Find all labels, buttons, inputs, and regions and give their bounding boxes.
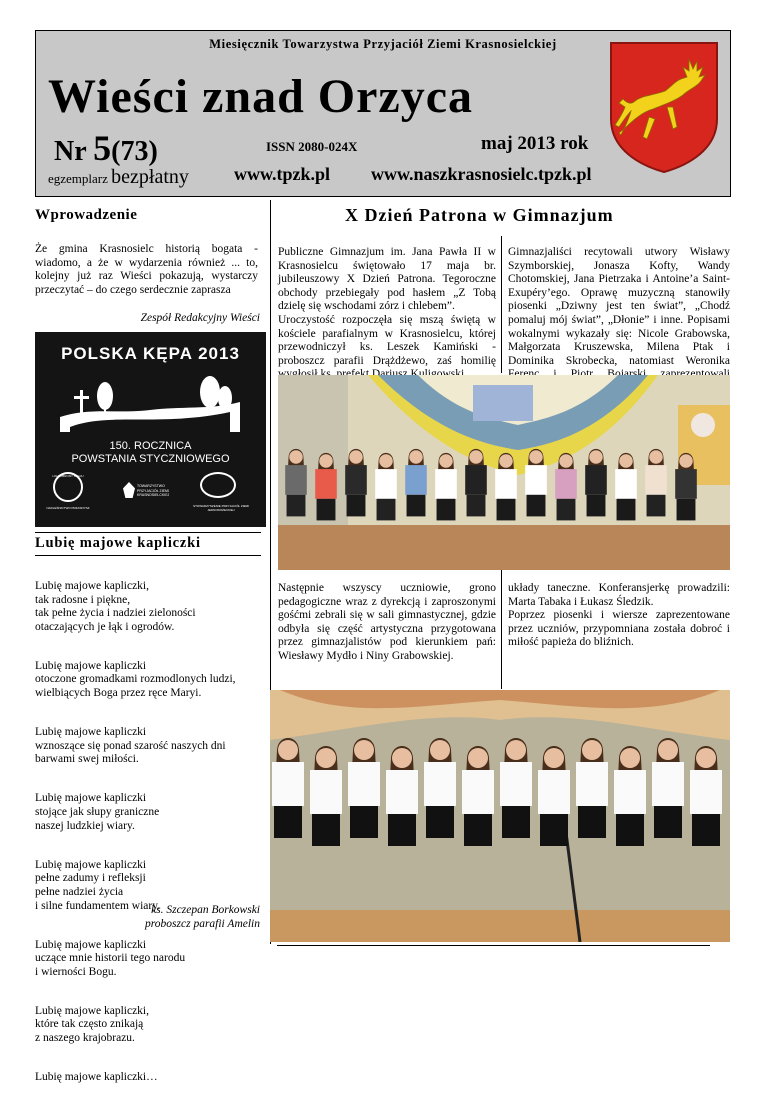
poster-title: POLSKA KĘPA 2013 <box>61 344 240 363</box>
poem-author: ks. Szczepan Borkowski <box>151 904 260 916</box>
article-text-col-3: Następnie wszyscy uczniowie, grono pedagogiczne wraz z dyrekcją i zaproszonymi gośćmi zebrali się w sali gimnastycznej, gdzie odbyła się część artystyczna przygotowana przez gimnazjalistów pod kierunkiem pań: Wiesławy Mydło i Niny Grabowskiej. <box>278 582 496 662</box>
poem-title: Lubię majowe kapliczki <box>35 535 201 551</box>
coat-of-arms-crest-icon <box>609 41 719 174</box>
patron-day-group-photo <box>278 375 730 570</box>
poem-top-divider <box>35 532 261 533</box>
intro-signature: Zespół Redakcyjny Wieści <box>140 312 260 324</box>
website-link-2[interactable]: www.naszkrasnosielc.tpzk.pl <box>371 164 592 184</box>
article-title: X Dzień Patrona w Gimnazjum <box>345 205 614 225</box>
copy-label: egzemplarz <box>48 171 108 186</box>
poem-stanza: Lubię majowe kapliczki uczące mnie historii tego narodu i wierności Bogu. <box>35 938 186 978</box>
issue-main-number: 5 <box>93 128 112 168</box>
copy-price <box>48 166 189 189</box>
poster-line-1: 150. ROCZNICA <box>109 440 192 452</box>
intro-heading: Wprowadzenie <box>35 207 138 223</box>
article-text-col-4: układy taneczne. Konferansjerkę prowadzili: Marta Tabaka i Łukasz Śledzik. Poprzez piosenki i wiersze zaprezentowane przez uczniów, przypomniana została dobroć i miłość papieża do bliźnich. <box>508 582 730 649</box>
website-link-1[interactable]: www.tpzk.pl <box>234 164 331 184</box>
poem-author-role: proboszcz parafii Amelin <box>144 918 260 930</box>
logo-2-text: TOWARZYSTWO PRZYJACIÓŁ ZIEMI KRASNOSIELCKIEJ <box>137 484 170 497</box>
poem-stanza: Lubię majowe kapliczki stojące jak słupy graniczne naszej ludzkiej wiary. <box>35 792 160 832</box>
copy-value: bezpłatny <box>111 166 189 188</box>
students-singing-photo <box>270 690 730 942</box>
association-name: Miesięcznik Towarzystwa Przyjaciół Ziemi Krasnosielckiej <box>209 37 557 51</box>
article-text-col-2: Gimnazjaliści recytowali utwory Wisławy Szymborskiej, Jonasza Kofty, Wandy Chotomskiej, Jana Pietrzaka i Antoine’a Saint-Exupéry’ego. Oprawę muzyczną stanowiły piosenki „Dziwny jest ten świat”, „Chodź pomaluj mój świat”, „Dłonie” i inne. Popisami wokalnymi wykazały się: Nicole Grabowska, Małgorzata Kruszewska, Milena Ptak i Dominika Skrobecka, natomiast Weronika <box>508 246 730 367</box>
poem-body <box>35 562 265 1110</box>
logo-3-text: STOWARZYSZENIE PRZYJACIÓŁ ZIEMI JEDNOROŻECKIEJ <box>193 504 249 512</box>
singing-photo-illustration <box>270 690 730 942</box>
logo-1-bottom: NADLEŚNICTWO PRZASNYSZ <box>46 506 90 510</box>
issue-date: maj 2013 rok <box>481 133 589 154</box>
issue-total-number: (73) <box>111 136 158 167</box>
poem-stanza: Lubię majowe kapliczki wznoszące się ponad szarość naszych dni barwami swej miłości. <box>35 726 226 766</box>
spzj-logo-icon <box>200 472 236 498</box>
poster-line-2: POWSTANIA STYCZNIOWEGO <box>71 453 230 465</box>
poem-stanza: Lubię majowe kapliczki, tak radosne i piękne, tak pełne życia i nadziei zieloności otaczających je łąk i ogrodów. <box>35 580 196 633</box>
poem-title-divider <box>35 555 261 556</box>
issn: ISSN 2080-024X <box>266 139 358 154</box>
intro-text: Że gmina Krasnosielc historią bogata - wiadomo, a że w wydarzenia również ... to, kolejny już raz Wieści pokazują, wystarczy przeczytać – do czego serdecznie zaprasza <box>35 243 258 296</box>
column-divider-top <box>501 236 502 373</box>
bottom-rule <box>277 945 710 946</box>
poem-stanza: Lubię majowe kapliczki… <box>35 1071 158 1084</box>
polska-kepa-poster <box>35 332 266 527</box>
article-text-col-1: Publiczne Gimnazjum im. Jana Pawła II w Krasnosielcu świętowało 17 maja br. jubileuszowy X Dzień Patrona. Tegoroczne obchody przebiegały pod hasłem „Z Tobą dzielę się wschodami zórz i chlebem”. Uroczystość rozpoczęła się mszą świętą w kościele parafialnym w Krasnosielcu, której przewodniczył ks. Leszek Kamiński - proboszcz parafii Drążdżewo, zaś homilię <box>278 246 496 367</box>
poem-stanza: Lubię majowe kapliczki otoczone gromadkami rozmodlonych ludzi, wielbiących Boga przez ręce Maryi. <box>35 659 236 700</box>
column-divider-middle <box>501 558 502 689</box>
logo-1-top: LIGA OBRONY KRAJU <box>52 474 84 478</box>
poem-stanza: Lubię majowe kapliczki, które tak często znikają z naszego krajobrazu. <box>35 1004 150 1045</box>
newspaper-title: Wieści znad Orzyca <box>48 70 474 123</box>
landscape-graphic-icon <box>60 372 240 432</box>
issue-number <box>54 127 158 169</box>
poem-stanza: Lubię majowe kapliczki pełne zadumy i refleksji pełne nadziei życia i silne fundamentem wiary. <box>35 858 161 912</box>
issue-prefix: Nr <box>54 136 87 167</box>
tpzk-logo-icon <box>123 482 135 498</box>
group-photo-illustration <box>278 375 730 570</box>
